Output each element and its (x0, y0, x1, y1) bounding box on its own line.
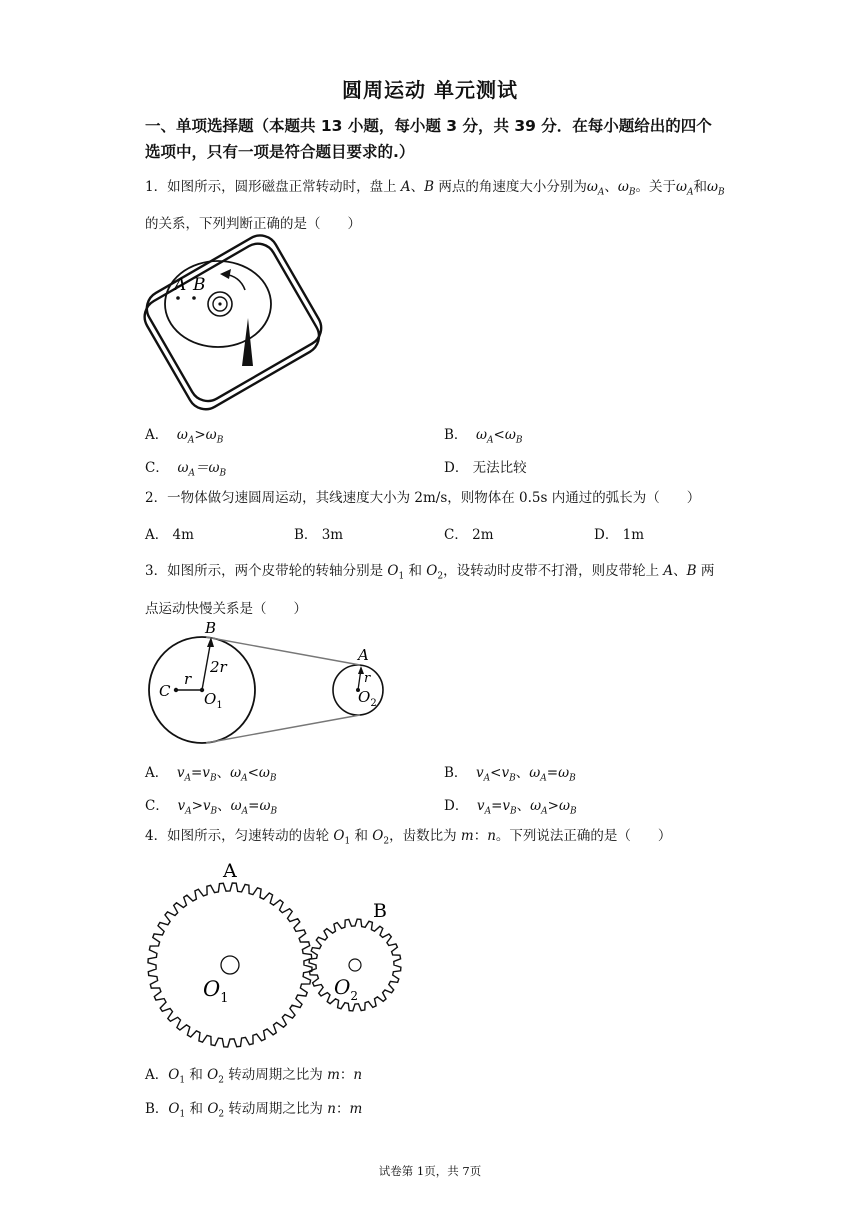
label-B: B (205, 619, 217, 637)
q3-option-b[interactable]: B． $v_A<v_B$、$\omega_A=\omega_B$ (444, 765, 576, 784)
q2-option-a[interactable]: A． 4m (145, 527, 194, 543)
belt-bottom (206, 715, 360, 743)
label-O1: $O_1$ (204, 690, 223, 711)
label-A: A (223, 860, 237, 882)
question-1-stem: 1．如图所示，圆形磁盘正常转动时，盘上 A、B 两点的角速度大小分别为$\omega_A$、$\omega_B$。关于$\omega_A$和$\omega_B$的关系，下列判断正确的是（ ） (145, 179, 725, 232)
question-4-stem: 4．如图所示，匀速转动的齿轮 $O_1$ 和 $O_2$，齿数比为 m：n。下列说法正确的是（ ） (145, 828, 672, 847)
label-B: B (193, 275, 206, 295)
label-r: r (184, 670, 192, 688)
question-number: 3． (145, 563, 168, 579)
q1-option-d[interactable]: D． 无法比较 (444, 460, 527, 476)
belt-top (206, 637, 360, 665)
q3-option-d[interactable]: D． $v_A=v_B$、$\omega_A>\omega_B$ (444, 798, 577, 817)
gear-figure (144, 856, 404, 1052)
q4-option-b[interactable]: B．$O_1$ 和 $O_2$ 转动周期之比为 n：m (145, 1101, 363, 1120)
q1-option-a[interactable]: A． $\omega_A>\omega_B$ (145, 427, 224, 446)
label-A: A (358, 646, 369, 664)
question-number: 2． (145, 490, 168, 506)
label-O2: $O_2$ (358, 688, 377, 709)
q2-option-b[interactable]: B． 3m (294, 527, 344, 543)
label-A: A (174, 275, 187, 295)
label-2r: 2r (210, 658, 227, 676)
label-O1: $O_1$ (203, 977, 229, 1006)
page-title: 圆周运动 单元测试 (342, 78, 518, 102)
q2-option-d[interactable]: D． 1m (594, 527, 645, 543)
q1-option-c[interactable]: C． $\omega_A=\omega_B$ (145, 460, 227, 479)
label-r-small: r (364, 671, 371, 686)
gear-a (148, 883, 312, 1047)
q2-option-c[interactable]: C． 2m (444, 527, 494, 543)
label-O2: $O_2$ (334, 975, 359, 1003)
question-3-stem: 3．如图所示，两个皮带轮的转轴分别是 $O_1$ 和 $O_2$，设转动时皮带不打滑，则皮带轮上 A、B 两点运动快慢关系是（ ） (145, 563, 715, 617)
label-B: B (373, 900, 387, 922)
gear-a-axle (221, 956, 239, 974)
page-footer: 试卷第 1页，共 7页 (378, 1164, 482, 1178)
q3-option-a[interactable]: A． $v_A=v_B$、$\omega_A<\omega_B$ (145, 765, 277, 784)
gear-b-axle (349, 959, 361, 971)
label-C: C (159, 682, 171, 700)
question-number: 1． (145, 179, 168, 195)
disk-platter (165, 261, 271, 347)
q3-option-c[interactable]: C． $v_A>v_B$、$\omega_A=\omega_B$ (145, 798, 278, 817)
q4-option-a[interactable]: A．$O_1$ 和 $O_2$ 转动周期之比为 m：n (145, 1067, 363, 1086)
section-heading: 一、单项选择题（本题共 13 小题，每小题 3 分，共 39 分．在每小题给出的四个选项中，只有一项是符合题目要求的.） (145, 117, 712, 161)
question-2-stem: 2．一物体做匀速圆周运动，其线速度大小为 2m/s，则物体在 0.5s 内通过的弧长为（ ） (145, 490, 701, 506)
belt-pulley-figure (144, 616, 394, 752)
q1-option-b[interactable]: B． $\omega_A<\omega_B$ (444, 427, 523, 446)
disk-figure (140, 232, 340, 412)
question-number: 4． (145, 828, 168, 844)
